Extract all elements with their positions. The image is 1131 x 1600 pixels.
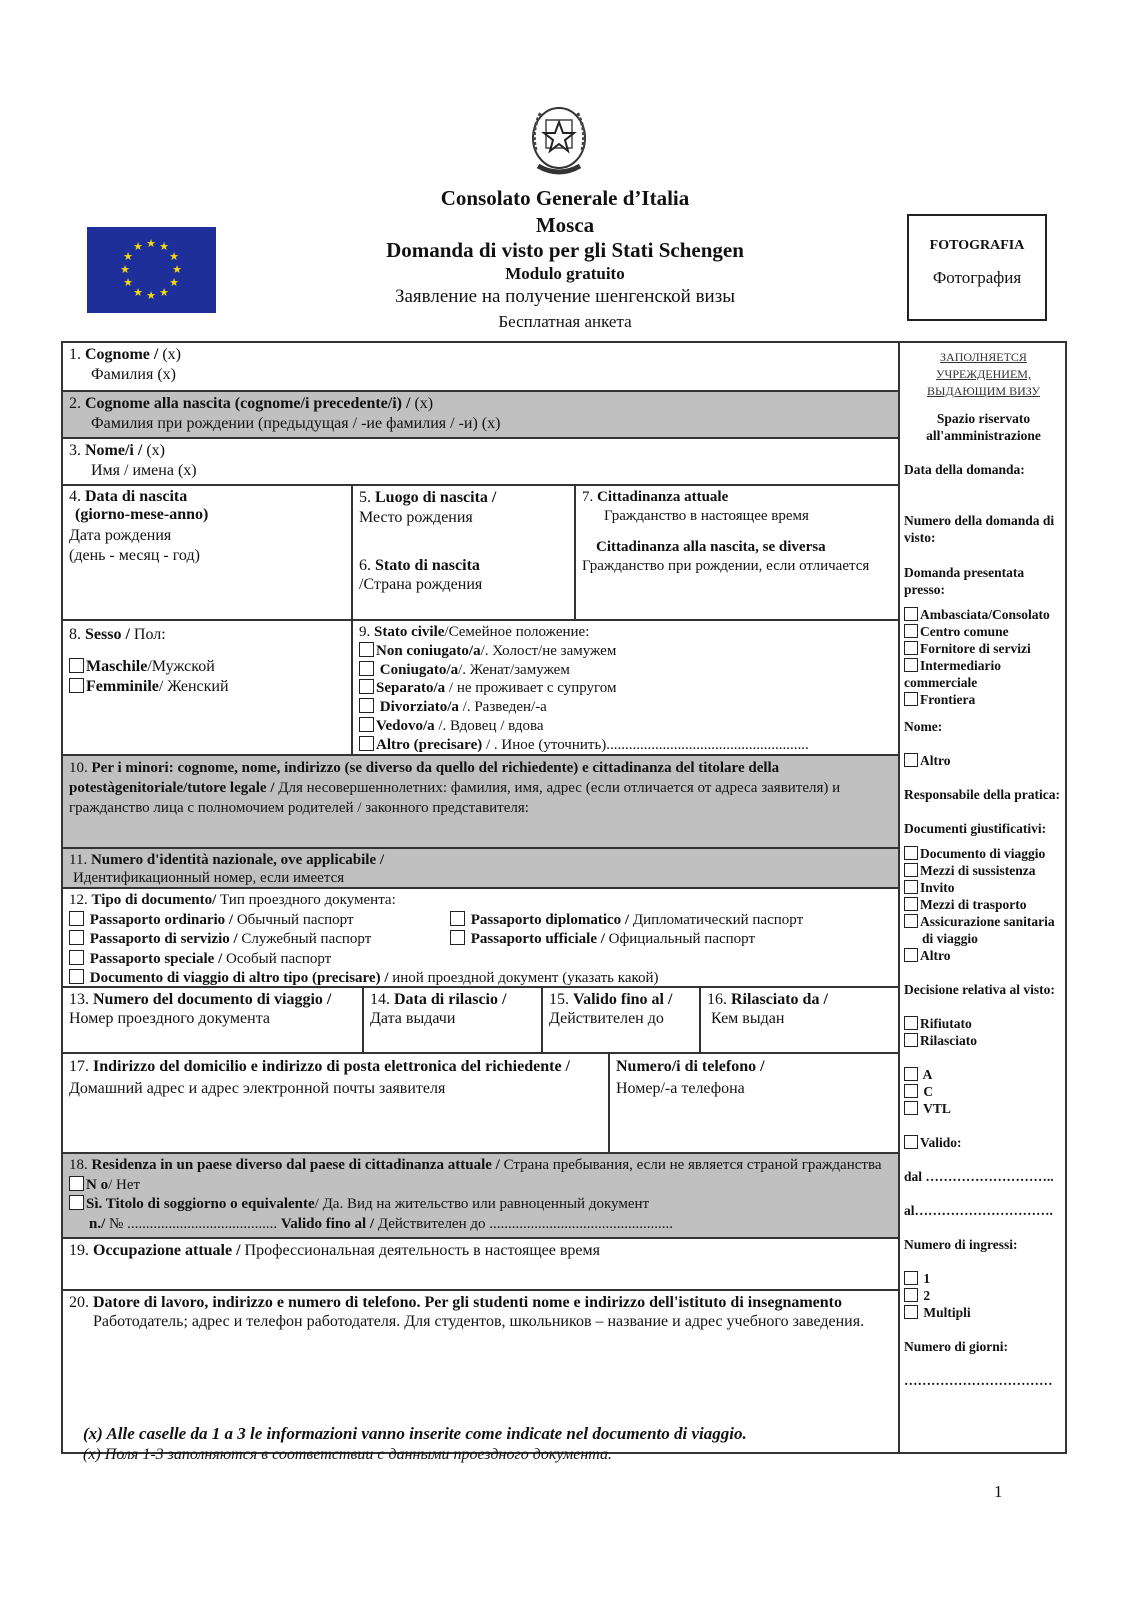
checkbox[interactable] — [904, 753, 918, 767]
marital-option-separated[interactable]: Separato/a / не проживает с супругом — [359, 679, 892, 698]
marital-option-other[interactable]: Altro (precisare) / . Иное (уточнить)...................................................... — [359, 736, 892, 754]
field-valid-until[interactable]: 15. Valido fino al / Действителен до — [543, 986, 701, 1052]
form-title: Domanda di visto per gli Stati Schengen — [386, 238, 744, 262]
checkbox[interactable] — [904, 641, 918, 655]
field-home-address-email[interactable]: 17. Indirizzo del domicilio e indirizzo di posta elettronica del richiedente /Домашний адрес и адрес электронной почты заявителя — [63, 1052, 610, 1152]
svg-text:★: ★ — [172, 263, 182, 276]
marital-option-single[interactable]: Non coniugato/a/. Холост/не замужем — [359, 642, 892, 661]
admin-date-label: Data della domanda: — [904, 462, 1025, 477]
field-first-names[interactable]: 3. Nome/i / (x) Имя / имена (x) — [63, 437, 900, 484]
admin-visa-type-c[interactable]: C — [904, 1083, 1063, 1100]
checkbox[interactable] — [904, 1016, 918, 1030]
admin-ru-note: ЗАПОЛНЯЕТСЯ УЧРЕЖДЕНИЕМ, ВЫДАЮЩИМ ВИЗУ — [927, 350, 1040, 398]
visa-application-form — [61, 341, 1067, 1454]
admin-days-label: Numero di giorni: — [904, 1339, 1008, 1354]
checkbox[interactable] — [359, 736, 374, 751]
checkbox[interactable] — [69, 930, 84, 945]
admin-other[interactable]: Altro — [904, 752, 1063, 769]
admin-number-label: Numero della domanda di visto: — [904, 513, 1055, 545]
field-document-type: 12. Tipo di documento/ Тип проездного документа: Passaporto ordinario / Обычный паспорт Passaporto diplomatico / Дипломатический паспорт Passaporto di servizio / Служебный паспорт Passaporto ufficiale / Официальный паспорт Passaporto speciale / Особый паспорт Documento di viaggio di altro tipo (precisare) / иной проездной документ (указать какой) — [63, 887, 900, 986]
admin-submitted-common-centre[interactable]: Centro comune — [904, 623, 1063, 640]
svg-text:★: ★ — [146, 237, 156, 250]
residence-option-yes[interactable]: Sì. Titolo di soggiorno o equivalente/ Да. Вид на жительство или равноценный документ — [69, 1195, 892, 1215]
checkbox[interactable] — [904, 692, 918, 706]
field-surname[interactable]: 1. Cognome / (x) Фамилия (x) — [63, 343, 900, 390]
admin-submitted-embassy[interactable]: Ambasciata/Consolato — [904, 606, 1063, 623]
admin-entries-1[interactable]: 1 — [904, 1270, 1063, 1287]
form-title-ru: Заявление на получение шенгенской визы — [394, 286, 735, 307]
admin-visa-type-vtl[interactable]: VTL — [904, 1100, 1063, 1117]
admin-submitted-border[interactable]: Frontiera — [904, 691, 1063, 708]
sex-option-female[interactable]: Femminile/ Женский — [69, 677, 345, 697]
form-free-note-ru: Бесплатная анкета — [498, 312, 632, 331]
checkbox[interactable] — [904, 1084, 918, 1098]
checkbox[interactable] — [69, 678, 84, 693]
italian-emblem-icon — [526, 100, 592, 182]
marital-option-widowed[interactable]: Vedovo/a /. Вдовец / вдова — [359, 717, 892, 736]
svg-text:★: ★ — [133, 240, 143, 253]
admin-decision-label: Decisione relativa al visto: — [904, 982, 1055, 997]
svg-text:★: ★ — [169, 250, 179, 263]
field-employer[interactable]: 20. Datore di lavoro, indirizzo e numero di telefono. Per gli studenti nome e indirizzo dell'istituto di insegnamento Работодатель; адрес и телефон работодателя. Для студентов, школьников – название и адрес учебного заведения. — [63, 1289, 900, 1452]
svg-text:★: ★ — [169, 276, 179, 289]
consulate-city: Mosca — [535, 213, 595, 237]
checkbox[interactable] — [904, 624, 918, 638]
field-country-of-birth: 6. Stato di nascita — [359, 557, 480, 574]
field-phone-numbers[interactable]: Numero/i di telefono / Номер/-а телефона — [610, 1052, 900, 1152]
admin-valid-from[interactable]: dal ……………………….. — [904, 1169, 1054, 1184]
checkbox[interactable] — [904, 1033, 918, 1047]
checkbox[interactable] — [359, 717, 374, 732]
sex-option-male[interactable]: Maschile/Мужской — [69, 657, 345, 677]
admin-submitted-intermediary[interactable]: Intermediario commerciale — [904, 658, 1001, 690]
checkbox[interactable] — [69, 950, 84, 965]
admin-title: Spazio riservato all'amministrazione — [926, 411, 1041, 443]
admin-doc-transport[interactable]: Mezzi di trasporto — [904, 896, 1063, 913]
field-sex: 8. Sesso / Пол: Maschile/Мужской Femminile/ Женский — [63, 619, 353, 754]
footnote-it: (x) Alle caselle da 1 a 3 le informazioni vanno inserite come indicate nel documento di viaggio. — [83, 1424, 747, 1443]
checkbox[interactable] — [904, 1271, 918, 1285]
admin-reserved-column — [900, 343, 1067, 1452]
residence-permit-details[interactable]: n./ № ........................................ Valido fino al / Действителен до ................................................. — [89, 1215, 674, 1232]
checkbox[interactable] — [359, 661, 374, 676]
checkbox[interactable] — [904, 1135, 918, 1149]
doc-option-special[interactable]: Passaporto speciale / Особый паспорт — [69, 950, 892, 970]
checkbox[interactable] — [450, 911, 465, 926]
checkbox[interactable] — [359, 642, 374, 657]
field-nationality[interactable]: 7. Cittadinanza attuale Гражданство в настоящее время Cittadinanza alla nascita, se diversa Гражданство при рождении, если отличается — [576, 484, 900, 619]
field-marital-status: 9. Stato civile/Семейное положение: Non coniugato/a/. Холост/не замужем Coniugato/a/. Женат/замужем Separato/a / не проживает с супругом Divorziato/a /. Разведен/-а Vedovo/a /. Вдовец / вдова Altro (precisare) / . Иное (уточнить)...................................................... — [353, 619, 900, 754]
checkbox[interactable] — [904, 1305, 918, 1319]
admin-responsible-label: Responsabile della pratica: — [904, 787, 1061, 802]
admin-doc-insurance[interactable]: Assicurazione sanitaria di viaggio — [904, 913, 1063, 947]
admin-docs-label: Documenti giustificativi: — [904, 821, 1047, 836]
checkbox[interactable] — [904, 914, 918, 928]
svg-text:★: ★ — [159, 286, 169, 299]
checkbox[interactable] — [904, 863, 918, 877]
consulate-name: Consolato Generale d’Italia — [440, 186, 690, 210]
page-number: 1 — [994, 1482, 1003, 1501]
checkbox[interactable] — [450, 930, 465, 945]
field-minor-guardian[interactable]: 10. Per i minori: cognome, nome, indirizzo (se diverso da quello del richiedente) e cittadinanza del titolare della potestàgenitoriale/tutore legale / Для несовершеннолетних: фамилия, имя, адрес (если отличается от адреса заявителя) и гражданство лица с полномочием родителей / законного представителя: — [63, 754, 900, 847]
svg-text:★: ★ — [123, 250, 133, 263]
form-free-note: Modulo gratuito — [505, 264, 625, 283]
admin-decision-refused[interactable]: Rifiutato — [904, 1015, 1063, 1032]
field-national-id[interactable]: 11. Numero d'identità nazionale, ove applicabile / Идентификационный номер, если имеется — [63, 847, 900, 887]
marital-option-divorced[interactable]: Divorziato/a /. Разведен/-а — [359, 698, 892, 717]
checkbox[interactable] — [904, 1101, 918, 1115]
svg-text:★: ★ — [120, 263, 130, 276]
field-place-of-birth[interactable]: 5. Luogo di nascita / Место рождения 6. Stato di nascita /Страна рождения — [353, 484, 576, 619]
doc-option-other[interactable]: Documento di viaggio di altro tipo (precisare) / иной проездной документ (указать какой) — [69, 969, 892, 986]
marital-option-married[interactable]: Coniugato/a/. Женат/замужем — [359, 661, 892, 680]
admin-decision-issued[interactable]: Rilasciato — [904, 1032, 1063, 1049]
svg-text:★: ★ — [146, 289, 156, 302]
checkbox[interactable] — [359, 698, 374, 713]
checkbox[interactable] — [69, 658, 84, 673]
checkbox[interactable] — [904, 880, 918, 894]
checkbox[interactable] — [69, 1176, 84, 1191]
admin-days-line[interactable]: …………………………… — [904, 1373, 1053, 1388]
field-residence-other-country: 18. Residenza in un paese diverso dal paese di cittadinanza attuale / Страна пребывания, если не является страной гражданства N o/ Нет Sì. Titolo di soggiorno o equivalente/ Да. Вид на жительство или равноценный документ n./ № ........................................ Valido fino al / Действителен до ................................................. — [63, 1152, 900, 1237]
checkbox[interactable] — [904, 658, 918, 672]
doc-option-service[interactable]: Passaporto di servizio / Служебный паспорт — [69, 931, 371, 947]
checkbox[interactable] — [69, 969, 84, 984]
admin-valid[interactable]: Valido: — [904, 1134, 1063, 1151]
footnote-ru: (x) Поля 1-3 заполняются в соответствии с данными проездного документа. — [83, 1446, 613, 1463]
doc-option-official[interactable]: Passaporto ufficiale / Официальный паспорт — [450, 930, 755, 950]
admin-doc-invitation[interactable]: Invito — [904, 879, 1063, 896]
svg-text:★: ★ — [133, 286, 143, 299]
checkbox[interactable] — [904, 607, 918, 621]
admin-entries-2[interactable]: 2 — [904, 1287, 1063, 1304]
admin-visa-type-a[interactable]: A — [904, 1066, 1063, 1083]
admin-name-label: Nome: — [904, 719, 943, 734]
field-issued-by[interactable]: 16. Rilasciato da / Кем выдан — [701, 986, 900, 1052]
eu-flag-icon — [87, 227, 216, 313]
checkbox[interactable] — [904, 897, 918, 911]
checkbox[interactable] — [69, 911, 84, 926]
photo-box[interactable] — [907, 214, 1047, 321]
field-date-of-birth[interactable]: 4. Data di nascita (giorno-mese-anno) Дата рождения (день - месяц - год) — [63, 484, 353, 619]
checkbox[interactable] — [904, 1288, 918, 1302]
svg-text:★: ★ — [123, 276, 133, 289]
admin-entries-label: Numero di ingressi: — [904, 1237, 1018, 1252]
checkbox[interactable] — [359, 679, 374, 694]
admin-doc-other[interactable]: Altro — [904, 947, 1063, 964]
checkbox[interactable] — [904, 948, 918, 962]
residence-option-no[interactable]: N o/ Нет — [69, 1177, 140, 1193]
admin-doc-subsistence[interactable]: Mezzi di sussistenza — [904, 862, 1063, 879]
field-occupation[interactable]: 19. Occupazione attuale / Профессиональная деятельность в настоящее время — [63, 1237, 900, 1289]
photo-label-ru: Фотография — [932, 268, 1022, 287]
field-surname-at-birth[interactable]: 2. Cognome alla nascita (cognome/i precedente/i) / (x) Фамилия при рождении (предыдущая / -ие фамилия / -и) (x) — [63, 390, 900, 437]
admin-entries-multiple[interactable]: Multipli — [904, 1304, 1063, 1321]
field-document-number[interactable]: 13. Numero del documento di viaggio / Номер проездного документа — [63, 986, 364, 1052]
photo-label: FOTOGRAFIA — [929, 238, 1025, 253]
doc-option-ordinary[interactable]: Passaporto ordinario / Обычный паспорт — [69, 912, 354, 928]
doc-option-diplomatic[interactable]: Passaporto diplomatico / Дипломатический паспорт — [450, 911, 803, 931]
admin-submitted-label: Domanda presentata presso: — [904, 565, 1025, 597]
svg-text:★: ★ — [159, 240, 169, 253]
checkbox[interactable] — [904, 1067, 918, 1081]
field-issue-date[interactable]: 14. Data di rilascio / Дата выдачи — [364, 986, 543, 1052]
admin-doc-travel[interactable]: Documento di viaggio — [904, 845, 1063, 862]
checkbox[interactable] — [69, 1195, 84, 1210]
admin-submitted-service-provider[interactable]: Fornitore di servizi — [904, 640, 1063, 657]
admin-valid-to[interactable]: al…………………………. — [904, 1203, 1053, 1218]
checkbox[interactable] — [904, 846, 918, 860]
